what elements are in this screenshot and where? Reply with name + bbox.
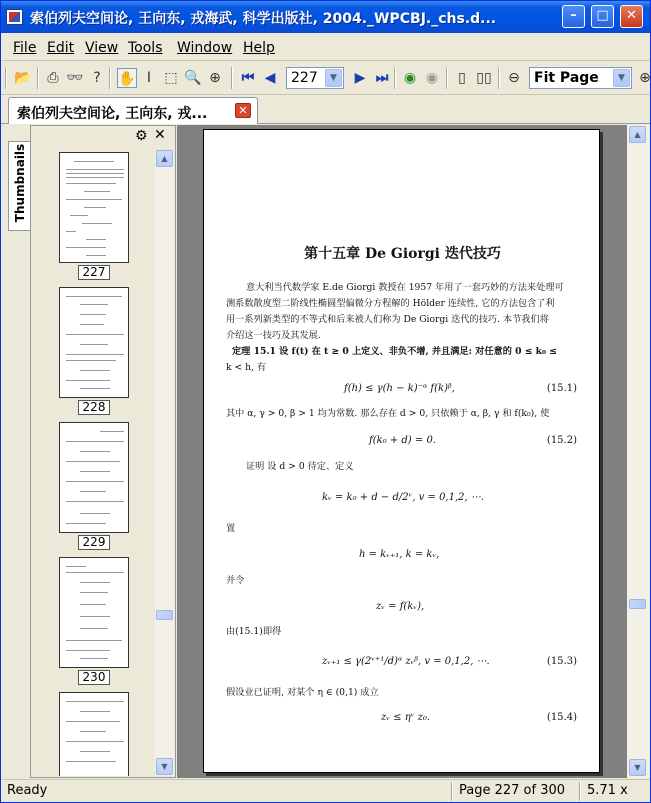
zoom-in-icon[interactable]: ⊕	[639, 70, 651, 86]
toolbar-separator	[5, 67, 7, 89]
status-separator	[451, 782, 453, 801]
help-icon[interactable]: ?	[93, 70, 101, 86]
thumbnail-list	[35, 150, 153, 776]
zoom-dynamic-icon[interactable]: ⊕	[209, 70, 221, 86]
app-icon[interactable]	[6, 9, 23, 25]
scroll-up-icon[interactable]: ▲	[156, 150, 173, 167]
toolbar-separator	[37, 67, 39, 89]
close-icon[interactable]: ✕	[154, 127, 166, 143]
body-line: 意大利当代数学家 E.de Giorgi 教授在 1957 年用了一套巧妙的方法来处理可	[246, 282, 564, 293]
next-page-icon[interactable]: ▶	[354, 70, 366, 86]
open-icon[interactable]: 📂	[14, 70, 32, 86]
proof-line: 证明 设 d > 0 待定、定义	[246, 461, 354, 472]
close-tab-button[interactable]: ✕	[235, 103, 251, 118]
last-page-icon[interactable]: ⏭	[375, 70, 389, 86]
thumbnail-page[interactable]	[59, 557, 129, 668]
title-bar[interactable]	[1, 1, 650, 33]
thumbnail-page[interactable]	[59, 152, 129, 263]
status-ready: Ready	[7, 783, 48, 798]
document-tab-label: 索伯列夫空间论, 王向东, 戎...	[17, 106, 208, 122]
menu-tools[interactable]: Tools	[128, 40, 163, 56]
back-icon[interactable]: ◉	[403, 70, 417, 86]
equation-number: (15.2)	[546, 435, 577, 446]
toolbar-separator	[446, 67, 448, 89]
first-page-icon[interactable]: ⏮	[241, 70, 255, 86]
body-line: 假设业已证明, 对某个 η ∈ (0,1) 成立	[226, 687, 379, 698]
thumbnail-label[interactable]: 228	[78, 400, 110, 415]
equation: kᵥ = k₀ + d − d/2ᵛ, v = 0,1,2, ⋯.	[322, 492, 485, 503]
thumbnail-page[interactable]	[59, 692, 129, 776]
status-page: Page 227 of 300	[459, 783, 566, 798]
status-page-size: 5.71 x	[587, 783, 628, 798]
equation: zᵥ₊₁ ≤ γ(2ᵛ⁺¹/d)ᵅ zᵥᵝ, v = 0,1,2, ⋯.	[322, 656, 490, 667]
maximize-button[interactable]: □	[591, 5, 614, 28]
menu-edit[interactable]: Edit	[47, 40, 75, 56]
thumbnail-label[interactable]: 230	[78, 670, 110, 685]
pdf-page	[203, 129, 600, 773]
find-icon[interactable]: 👓	[66, 70, 84, 86]
chevron-down-icon[interactable]: ▼	[325, 69, 342, 87]
body-line: 测系数散度型二阶线性椭圆型偏微分方程解的 Hölder 连续性, 它的方法包含了利	[226, 298, 555, 309]
menu-file[interactable]: File	[13, 40, 37, 56]
chapter-title: 第十五章 De Giorgi 迭代技巧	[304, 246, 501, 262]
equation-number: (15.1)	[546, 383, 577, 394]
print-icon[interactable]: ⎙	[47, 70, 59, 86]
thumbnails-scrollbar[interactable]	[155, 150, 174, 776]
thumbnails-tab-label: Thumbnails	[13, 143, 27, 223]
gear-icon[interactable]: ⚙	[135, 128, 148, 144]
forward-icon[interactable]: ◉	[425, 70, 439, 86]
two-page-icon[interactable]: ▯▯	[476, 70, 492, 86]
equation: f(h) ≤ γ(h − k)⁻ᵅ f(k)ᵝ,	[344, 383, 455, 394]
thumbnails-header	[31, 126, 175, 148]
scroll-up-icon[interactable]: ▲	[629, 126, 646, 143]
menu-bar	[1, 33, 650, 61]
menu-view[interactable]: View	[85, 40, 119, 56]
menu-help[interactable]: Help	[243, 40, 275, 56]
toolbar-separator	[498, 67, 500, 89]
document-view[interactable]	[177, 125, 627, 778]
window-title: 索伯列夫空间论, 王向东, 戎海武, 科学出版社, 2004._WPCBJ._chs.d...	[30, 11, 497, 27]
equation-number: (15.3)	[546, 656, 577, 667]
toolbar-separator	[231, 67, 233, 89]
scroll-down-icon[interactable]: ▼	[156, 758, 173, 775]
scrollbar-thumb[interactable]	[156, 610, 173, 620]
body-line: 介绍这一技巧及其发展.	[226, 330, 321, 341]
zoom-icon[interactable]: 🔍	[184, 70, 202, 86]
scrollbar-thumb[interactable]	[629, 599, 646, 609]
toolbar-separator	[109, 67, 111, 89]
menu-window[interactable]: Window	[177, 40, 233, 56]
thumbnail-page[interactable]	[59, 287, 129, 398]
zoom-select[interactable]: Fit Page ▼	[529, 67, 632, 89]
body-line: 置	[226, 523, 236, 534]
hand-tool-icon[interactable]: ✋	[117, 68, 137, 88]
equation: f(k₀ + d) = 0.	[369, 435, 436, 446]
zoom-out-icon[interactable]: ⊖	[508, 70, 520, 86]
thumbnail-label[interactable]: 227	[78, 265, 110, 280]
single-page-icon[interactable]: ▯	[458, 70, 466, 86]
equation: zᵥ = f(kᵥ),	[376, 601, 425, 612]
equation: zᵥ ≤ ηᵛ z₀.	[381, 712, 431, 723]
status-bar	[1, 779, 650, 803]
body-line: 并令	[226, 575, 245, 586]
document-tabs	[1, 95, 650, 124]
minimize-button[interactable]: –	[562, 5, 585, 28]
close-window-button[interactable]: ✕	[620, 5, 643, 28]
document-tab[interactable]	[8, 97, 258, 124]
thumbnail-page[interactable]	[59, 422, 129, 533]
body-line: 其中 α, γ > 0, β > 1 均为常数. 那么存在 d > 0, 只依赖于 α, β, γ 和 f(k₀), 使	[226, 408, 550, 419]
previous-page-icon[interactable]: ◀	[264, 70, 276, 86]
toolbar-separator	[394, 67, 396, 89]
thumbnail-label[interactable]: 229	[78, 535, 110, 550]
status-separator	[579, 782, 581, 801]
document-scrollbar[interactable]	[627, 125, 649, 778]
scroll-down-icon[interactable]: ▼	[629, 759, 646, 776]
body-line: 由(15.1)即得	[226, 626, 282, 637]
thumbnails-panel	[30, 125, 176, 778]
thumbnails-side-tab[interactable]	[8, 141, 30, 231]
body-line: k < h, 有	[226, 362, 267, 373]
equation: h = kᵥ₊₁, k = kᵥ,	[359, 549, 440, 560]
select-text-icon[interactable]: I	[146, 70, 152, 86]
body-line: 用一系列新类型的不等式和后来被人们称为 De Giorgi 迭代的技巧. 本节我们将	[226, 314, 549, 325]
marquee-select-icon[interactable]: ⬚	[164, 70, 178, 86]
equation-number: (15.4)	[546, 712, 577, 723]
chevron-down-icon[interactable]: ▼	[613, 69, 630, 87]
page-number-select[interactable]: 227 ▼	[286, 67, 344, 89]
theorem-line: 定理 15.1 设 f(t) 在 t ≥ 0 上定义、非负不增, 并且满足: 对任意的 0 ≤ k₀ ≤	[232, 346, 557, 357]
